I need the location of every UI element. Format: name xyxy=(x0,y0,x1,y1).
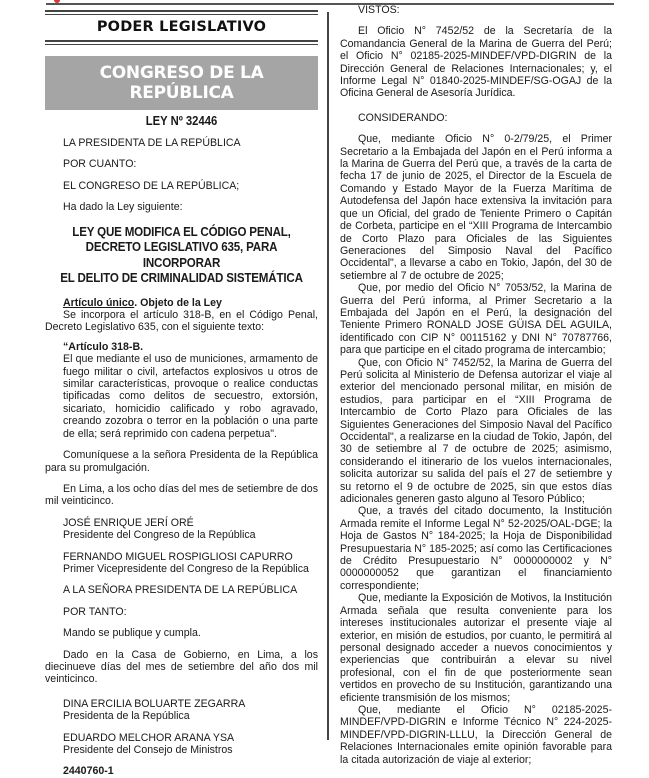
organ-banner: CONGRESO DE LA REPÚBLICA xyxy=(45,56,318,110)
por-tanto: POR TANTO: xyxy=(63,605,127,618)
vistos-label: VISTOS: xyxy=(358,4,400,16)
signatory-name: FERNANDO MIGUEL ROSPIGLIOSI CAPURRO xyxy=(63,550,293,563)
signatory-role: Primer Vicepresidente del Congreso de la República xyxy=(63,562,309,575)
publication-code: 2440760-1 xyxy=(63,765,114,778)
signature-block xyxy=(45,517,318,542)
mando-line: Mando se publique y cumpla. xyxy=(63,627,201,640)
vistos-paragraph: El Oficio N° 7452/52 de la Secretaría de la Comandancia General de la Marina de Guerra del Perú; el Oficio N° 02185-2025-MINDEF/VPD-DIGRIN de la Dirección General de Relaciones Internacionales; y, el Informe Legal N° 01840-2025-MINDEF/SG-OGAJ de la Oficina General de Asesoría Jurídica. xyxy=(340,25,612,100)
considerando-paragraph: Que, mediante el Oficio N° 02185-2025-MINDEF/VPD-DIGRIN e Informe Técnico N° 224-2025-MINDEF/VPD-DIGRIN-LLLU, la Dirección General de Relaciones Internacionales emite opinión favorable para la citada autorización de viaje al exterior; xyxy=(340,703,612,766)
law-number: LEY Nº 32446 xyxy=(145,114,218,128)
congress-date-paragraph: En Lima, a los ocho días del mes de setiembre de dos mil veinticinco. xyxy=(45,482,318,508)
left-column xyxy=(45,10,318,778)
quoted-article xyxy=(45,341,318,440)
quoted-article-body: El que mediante el uso de municiones, armamento de fuego militar o civil, artefactos explosivos u otros de similar características, provoque o realice conductas tipificadas como delitos de secuestro, extorsión, sicariato, homicidio calificado y robo agravado, creando zozobra o terror en la población o una parte de ella; será reprimido con cadena perpetua". xyxy=(63,353,318,440)
right-column xyxy=(340,4,612,766)
considerando-paragraph: Que, con Oficio N° 7452/52, la Marina de Guerra del Perú solicita al Ministerio de Defensa autorizar el viaje al exterior del mencionado personal militar, en misión de estudios, para participar en el “XIII Programa de Intercambio de Corto Plazo para Oficiales de las Siguientes Generaciones del Simposio Naval del Pacífico Occidental", a realizarse en la ciudad de Tokio, Japón, del 30 de setiembre al 7 de octubre de 2025; asimismo, considerando el itinerario de los vuelos internacionales, solicita autorizar su salida del país el 27 de setiembre y su retorno el 9 de octubre de 2025, sin que estos días adicionales generen gasto alguno al Tesoro Público; xyxy=(340,356,612,506)
intro-line: POR CUANTO: xyxy=(63,158,137,171)
intro-line: LA PRESIDENTA DE LA REPÚBLICA xyxy=(63,137,241,149)
considerando-paragraph: Que, mediante Oficio N° 0-2/79/25, el Primer Secretario a la Embajada del Japón en el Perú informa a la Marina de Guerra del Perú que, a través de la carta de fecha 17 de junio de 2025, el Director de la Escuela de Comando y Estado Mayor de la Fuerza Marítima de Autodefensa del Japón hace extensiva la invitación para que un Oficial, del grado de Teniente Primero o Capitán de Corbeta, participe en el “XIII Programa de Intercambio de Corto Plazo para Oficiales de las Siguientes Generaciones del Simposio Naval del Pacífico Occidental", a llevarse a cabo en Tokio, Japón, del 30 de setiembre al 7 de octubre de 2025; xyxy=(340,133,612,282)
addressee: A LA SEÑORA PRESIDENTA DE LA REPÚBLICA xyxy=(63,584,298,597)
government-date-paragraph: Dado en la Casa de Gobierno, en Lima, a los diecinueve días del mes de setiembre del año dos mil veinticinco. xyxy=(45,648,318,686)
law-title-line: DECRETO LEGISLATIVO 635, PARA INCORPORAR xyxy=(85,240,278,270)
signatory-name: JOSÉ ENRIQUE JERÍ ORÉ xyxy=(63,516,194,529)
signature-block xyxy=(45,732,318,757)
article-body: Se incorpora el artículo 318-B, en el Código Penal, Decreto Legislativo 635, con el siguiente texto: xyxy=(45,309,318,334)
article-title: . Objeto de la Ley xyxy=(134,296,222,309)
signatory-role: Presidenta de la República xyxy=(63,710,190,723)
article-heading xyxy=(45,297,318,309)
signatory-role: Presidente del Consejo de Ministros xyxy=(63,744,233,756)
header-rule-bottom xyxy=(45,40,318,45)
section-heading: PODER LEGISLATIVO xyxy=(96,19,267,35)
considerando-paragraph: Que, por medio del Oficio N° 7053/52, la Marina de Guerra del Perú informa, al Primer Secretario a la Embajada del Japón en el Perú, la designación del Teniente Primero RONALD JOSE GÜISA DEL AGUILA, identificado con CIP N° 00115162 y DNI N° 70787766, para que participe en el citado programa de intercambio; xyxy=(340,282,612,357)
considerando-label: CONSIDERANDO: xyxy=(358,111,448,124)
considerando-paragraph: Que, mediante la Exposición de Motivos, la Institución Armada señala que resulta conveniente para los intereses institucionales autorizar el presente viaje al exterior, en misión de estudios, por cuanto, le permitirá al personal designado acceder a nuevos conocimientos y experiencias que contribuirán a elevar su nivel profesional, con el fin de que posteriormente sean vertidos en provecho de su Institución, garantizando una eficiente transmisión de los mismos; xyxy=(340,592,612,704)
column-divider xyxy=(327,12,329,740)
intro-line: Ha dado la Ley siguiente: xyxy=(63,201,183,214)
considerando-paragraph: Que, a través del citado documento, la Institución Armada remite el Informe Legal N° 52-2025/OAL-DGE; la Hoja de Gastos N° 184-2025; la Hoja de Disponibilidad Presupuestaria N° 185-2025; así como las Certificaciones de Crédito Presupuestario N° 0000000002 y N° 0000000052 que garantizan el financiamiento correspondiente; xyxy=(340,505,612,592)
signatory-name: EDUARDO MELCHOR ARANA YSA xyxy=(63,731,235,744)
law-title xyxy=(56,225,307,287)
signature-block xyxy=(45,551,318,576)
law-title-line: EL DELITO DE CRIMINALIDAD SISTEMÁTICA xyxy=(60,271,303,286)
signatory-role: Presidente del Congreso de la República xyxy=(63,529,256,542)
signature-block xyxy=(45,698,318,723)
signatory-name: DINA ERCILIA BOLUARTE ZEGARRA xyxy=(63,697,246,710)
quoted-article-heading: “Artículo 318-B. xyxy=(63,340,144,353)
law-title-line: LEY QUE MODIFICA EL CÓDIGO PENAL, xyxy=(72,224,291,239)
intro-line: EL CONGRESO DE LA REPÚBLICA; xyxy=(63,179,240,192)
communicate-paragraph: Comuníquese a la señora Presidenta de la República para su promulgación. xyxy=(45,449,318,474)
article-label: Artículo único xyxy=(63,296,135,309)
